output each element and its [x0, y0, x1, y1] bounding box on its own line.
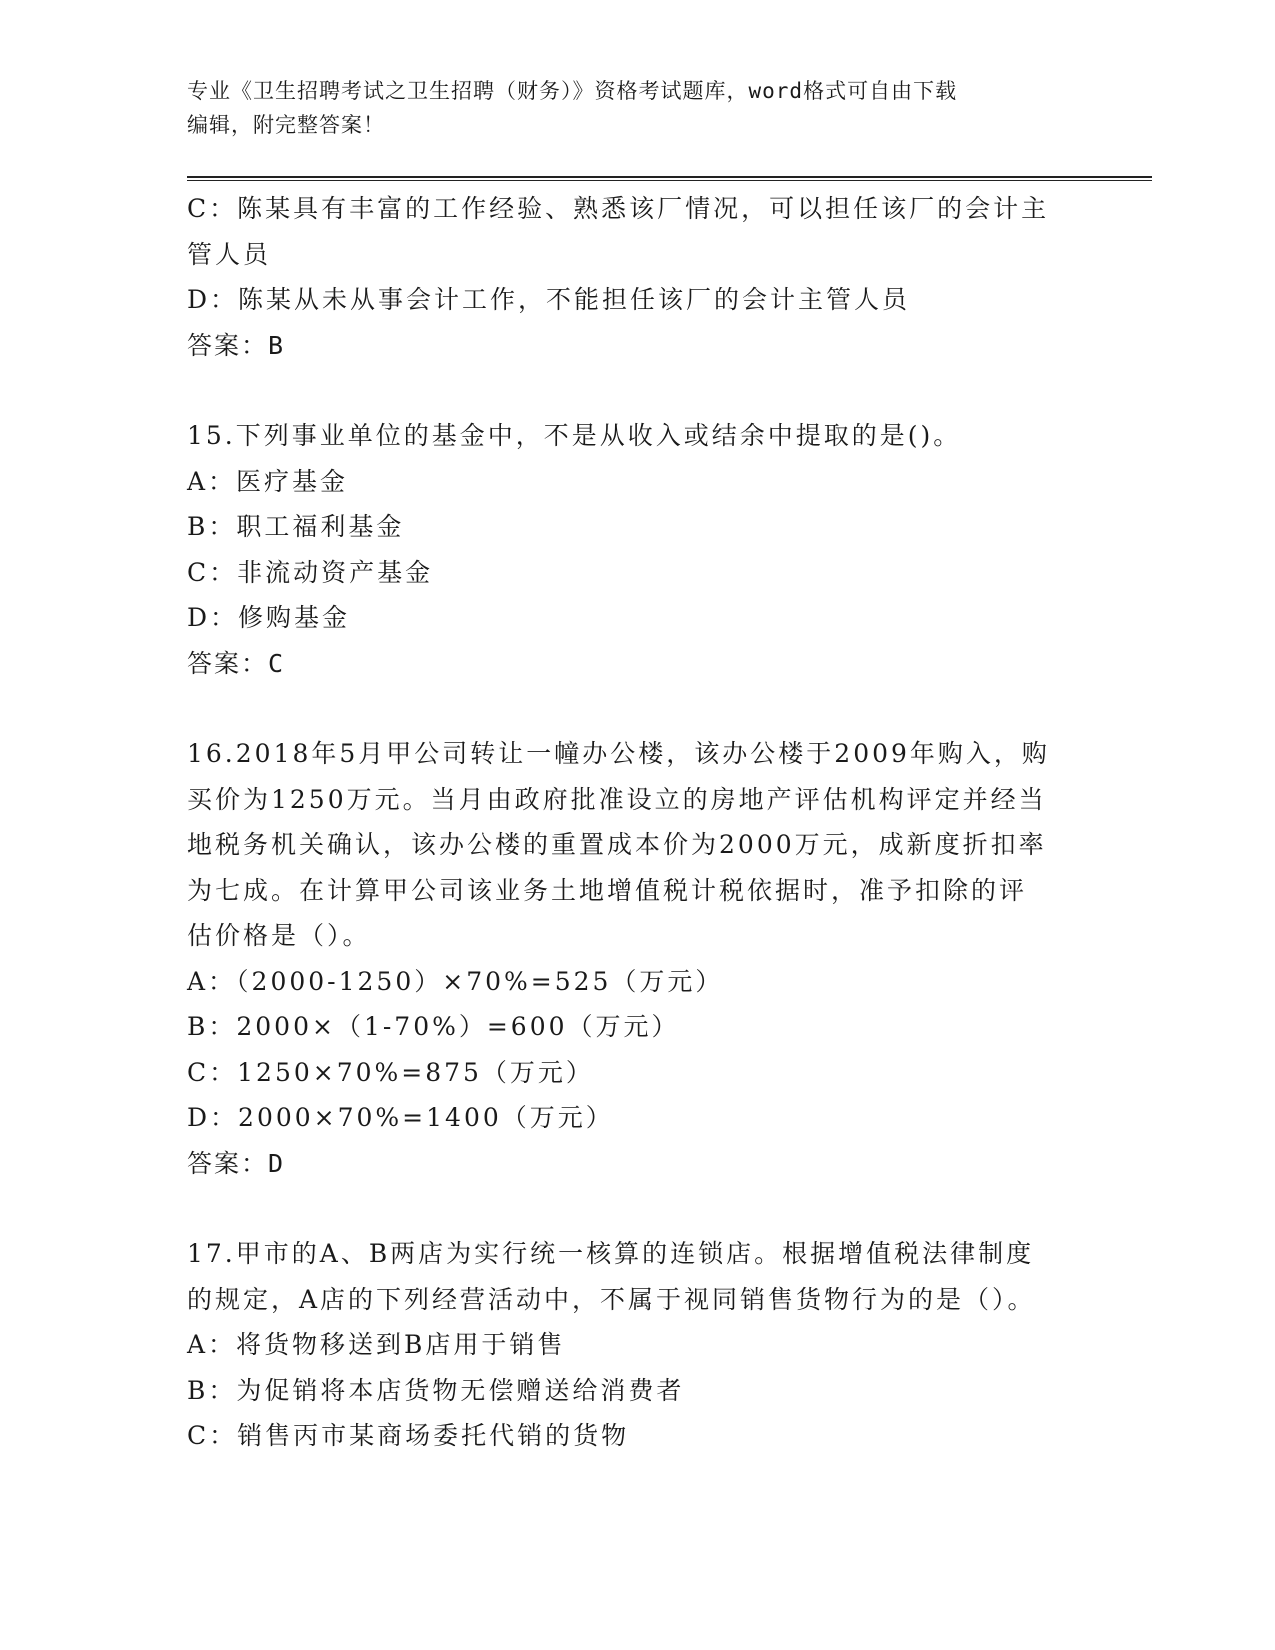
option-d: D：陈某从未从事会计工作，不能担任该厂的会计主管人员 — [187, 285, 911, 314]
spacer — [187, 686, 1087, 731]
question-stem-continued: 为七成。在计算甲公司该业务土地增值税计税依据时，准予扣除的评 — [187, 875, 1028, 905]
answer-line: 答案：C — [187, 648, 286, 678]
spacer — [187, 1186, 1087, 1231]
option-c: C：1250×70%=875（万元） — [187, 1057, 594, 1087]
spacer — [187, 368, 1087, 413]
header-title-line: 专业《卫生招聘考试之卫生招聘（财务）》资格考试题库，word格式可自由下载 — [187, 79, 958, 103]
option-a: A：将货物移送到B店用于销售 — [187, 1330, 566, 1359]
answer-line: 答案：B — [187, 330, 286, 360]
header-divider — [187, 176, 1152, 181]
question-stem: 17.甲市的A、B两店为实行统一核算的连锁店。根据增值税法律制度 — [187, 1239, 1035, 1268]
option-a: A：（2000-1250）×70%=525（万元） — [187, 966, 724, 996]
option-a: A：医疗基金 — [187, 466, 349, 496]
question-stem-continued: 地税务机关确认，该办公楼的重置成本价为2000万元，成新度折扣率 — [187, 830, 1047, 859]
option-b: B：职工福利基金 — [187, 512, 405, 541]
question-15 — [187, 413, 1087, 686]
option-c: C：陈某具有丰富的工作经验、熟悉该厂情况，可以担任该厂的会计主 — [187, 194, 1050, 223]
question-14-tail — [187, 186, 1087, 368]
option-b: B：为促销将本店货物无偿赠送给消费者 — [187, 1375, 685, 1405]
question-stem: 15.下列事业单位的基金中，不是从收入或结余中提取的是()。 — [187, 421, 962, 450]
option-b: B：2000×（1-70%）=600（万元） — [187, 1012, 680, 1041]
question-stem-continued: 估价格是（）。 — [187, 921, 371, 950]
question-stem-continued: 的规定，A店的下列经营活动中，不属于视同销售货物行为的是（）。 — [187, 1284, 1036, 1314]
question-17 — [187, 1231, 1087, 1459]
document-header — [187, 74, 1087, 142]
document-body — [187, 186, 1087, 1459]
answer-line: 答案：D — [187, 1148, 286, 1178]
header-subtitle-line: 编辑，附完整答案！ — [187, 113, 385, 137]
option-c: C：销售丙市某商场委托代销的货物 — [187, 1421, 630, 1450]
question-stem-continued: 买价为1250万元。当月由政府批准设立的房地产评估机构评定并经当 — [187, 784, 1047, 814]
option-d: D：修购基金 — [187, 603, 351, 632]
option-c-continued: 管人员 — [187, 239, 272, 269]
question-16 — [187, 731, 1087, 1186]
question-stem: 16.2018年5月甲公司转让一幢办公楼，该办公楼于2009年购入，购 — [187, 739, 1050, 768]
option-d: D：2000×70%=1400（万元） — [187, 1103, 614, 1132]
option-c: C：非流动资产基金 — [187, 557, 434, 587]
